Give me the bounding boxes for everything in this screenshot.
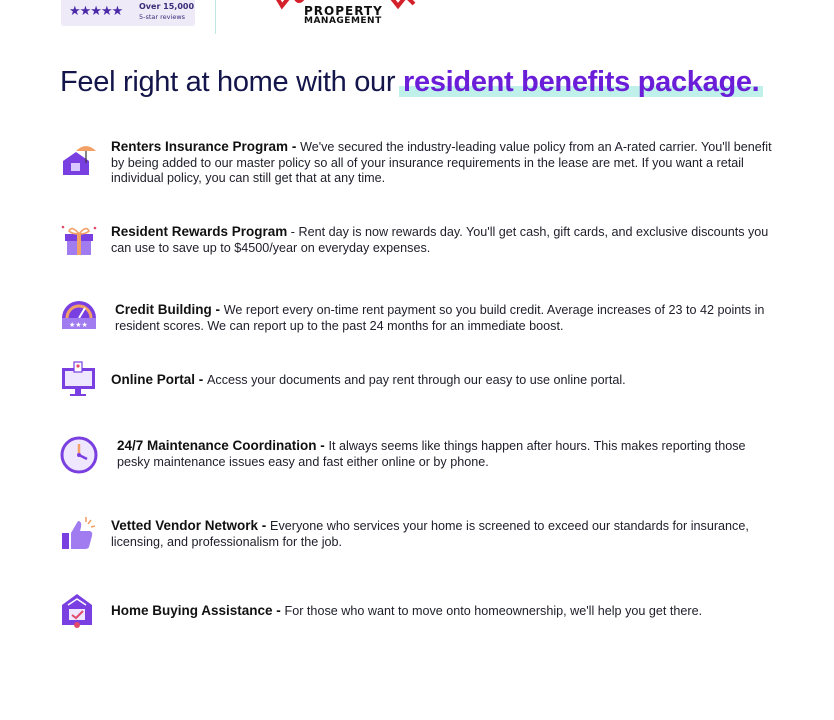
benefit-body: Access your documents and pay rent through our easy to use online portal. bbox=[207, 373, 626, 387]
benefit-body: Everyone who services your home is screened to exceed our standards for insurance, licensing, and professionalism for the job. bbox=[111, 519, 749, 549]
logo-text-property: PROPERTY bbox=[304, 4, 383, 18]
top-bar bbox=[0, 0, 834, 40]
clock-icon bbox=[60, 436, 98, 474]
benefit-title: Home Buying Assistance - bbox=[111, 603, 285, 618]
company-logo[interactable] bbox=[262, 0, 422, 30]
benefit-title: Vetted Vendor Network - bbox=[111, 518, 271, 533]
svg-text:★★★: ★★★ bbox=[69, 321, 88, 329]
headline-plain: Feel right at home with our bbox=[60, 66, 403, 98]
page-headline bbox=[60, 66, 830, 99]
benefit-body: We report every on-time rent payment so you build credit. Average increases of 23 to 42 points in resident scores. We can report up to the past 24 months for an immediate boost. bbox=[115, 303, 765, 333]
reviews-count: Over 15,000 bbox=[139, 2, 195, 11]
logo-text-management: MANAGEMENT bbox=[304, 16, 382, 26]
benefit-body: For those who want to move onto homeownership, we'll help you get there. bbox=[284, 604, 703, 618]
benefit-body: We've secured the industry-leading value policy from an A-rated carrier. You'll benefit by being added to our master policy so all of your insurance requirements in the lease are met. If you want a retail individual policy, you can still get that at any time. bbox=[111, 140, 772, 186]
star-rating-icon: ★★★★★ bbox=[69, 4, 123, 19]
benefit-title: Renters Insurance Program - bbox=[111, 139, 301, 154]
benefit-body: - Rent day is now rewards day. You'll get cash, gift cards, and exclusive discounts you can use to save up to $4500/year on everyday expenses. bbox=[111, 225, 769, 255]
headline-accent: resident benefits package. bbox=[403, 66, 760, 98]
reviews-subtext: 5-star reviews bbox=[139, 13, 186, 21]
benefit-body: It always seems like things happen after hours. This makes reporting those pesky maintenance issues easy and fast either online or by phone. bbox=[117, 439, 746, 469]
home-buying-icon bbox=[60, 591, 98, 629]
house-umbrella-icon bbox=[60, 141, 98, 179]
gift-icon bbox=[60, 221, 98, 259]
thumbs-up-icon bbox=[60, 515, 98, 553]
header-divider bbox=[215, 0, 216, 34]
benefit-title: Resident Rewards Program bbox=[111, 224, 288, 239]
benefit-title: Online Portal - bbox=[111, 372, 208, 387]
reviews-badge[interactable] bbox=[61, 0, 195, 26]
computer-monitor-icon bbox=[60, 360, 98, 398]
benefit-title: 24/7 Maintenance Coordination - bbox=[117, 438, 329, 453]
benefit-title: Credit Building - bbox=[115, 302, 224, 317]
credit-gauge-icon bbox=[60, 296, 98, 334]
